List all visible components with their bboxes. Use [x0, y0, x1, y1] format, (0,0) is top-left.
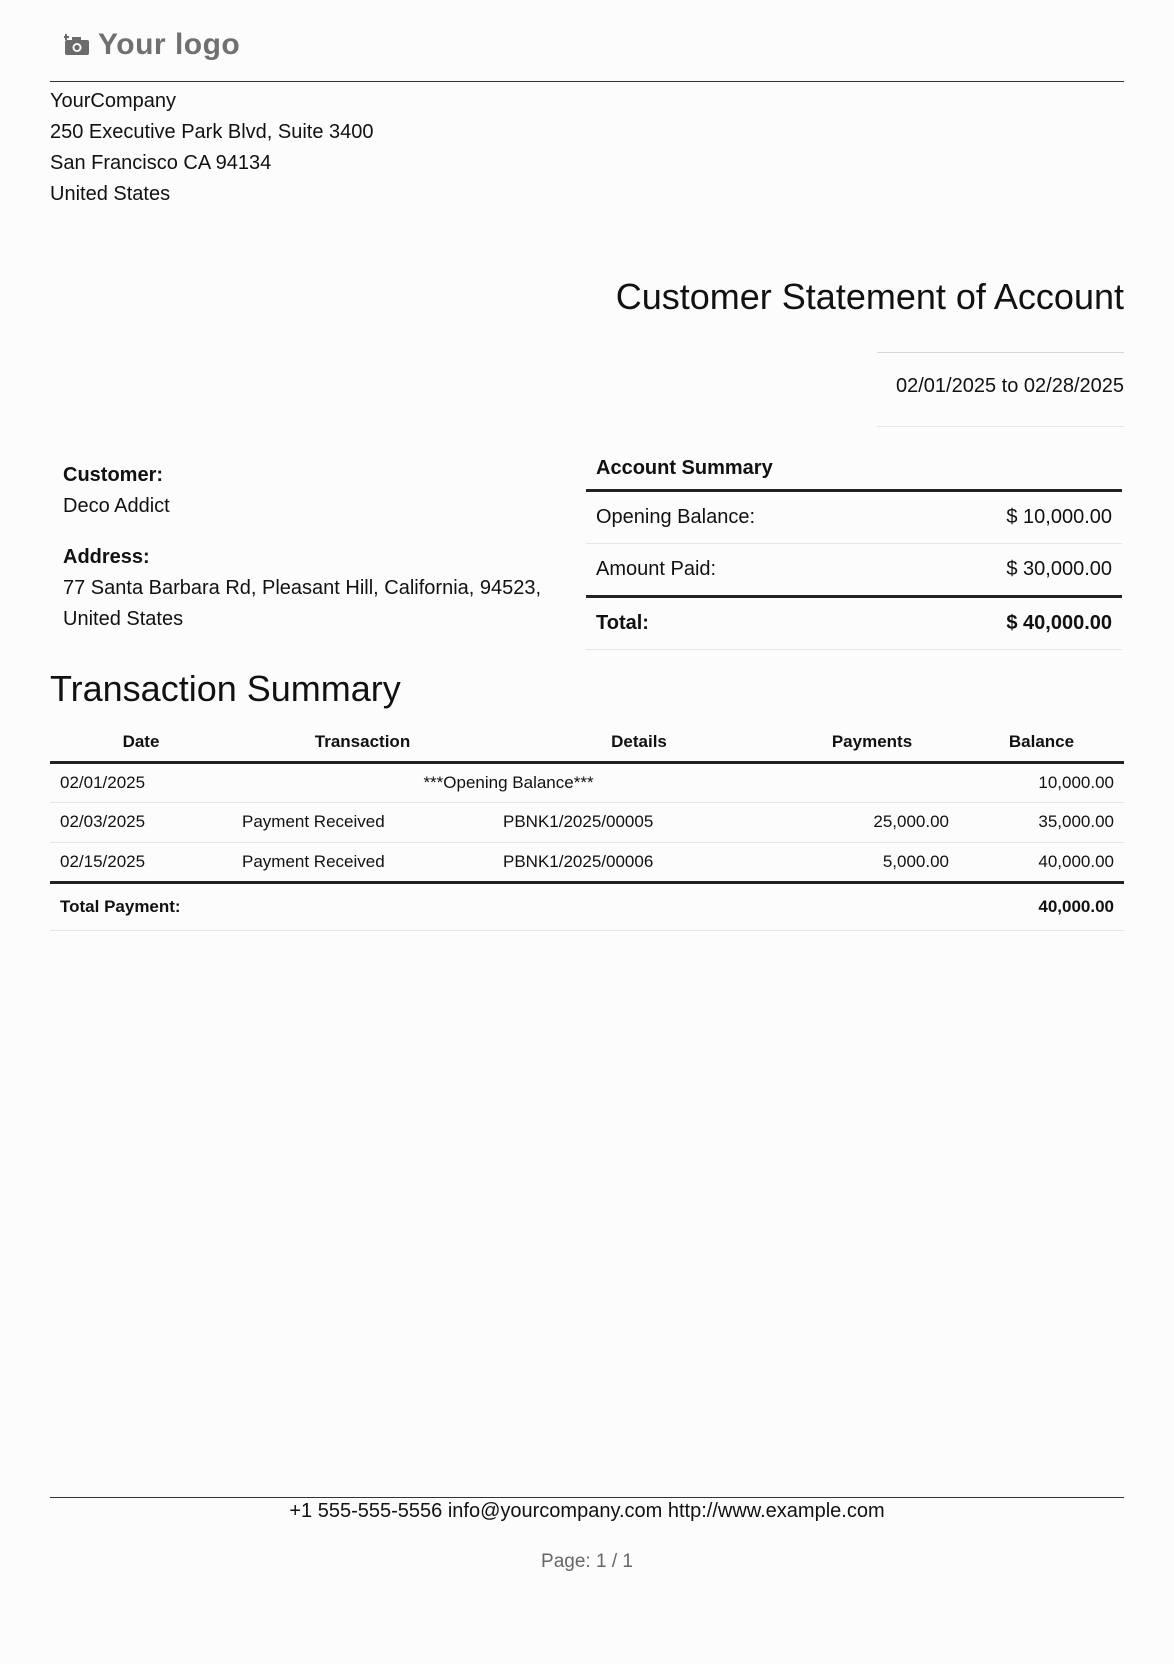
row-transaction: Payment Received	[232, 842, 493, 882]
account-summary-table	[586, 452, 1122, 650]
row-balance: 10,000.00	[959, 762, 1124, 802]
customer-label: Customer:	[63, 464, 164, 486]
statement-period: 02/01/2025 to 02/28/2025	[896, 375, 1124, 397]
logo-text: Your logo	[98, 28, 241, 61]
camera-icon	[64, 33, 90, 57]
column-header-balance: Balance	[959, 724, 1124, 762]
total-value: $ 40,000.00	[901, 596, 1122, 649]
company-logo	[64, 28, 240, 62]
account-summary-row	[586, 543, 1122, 596]
row-date: 02/15/2025	[50, 842, 232, 882]
row-payment	[785, 762, 959, 802]
account-summary-row	[586, 490, 1122, 543]
header-divider	[50, 81, 1124, 82]
customer-address-line2: United States	[63, 608, 184, 630]
page-number: Page: 1 / 1	[541, 1551, 633, 1572]
total-payment-value: 40,000.00	[959, 882, 1124, 930]
total-payment-row	[50, 882, 1124, 930]
column-header-details: Details	[493, 724, 785, 762]
transaction-table	[50, 724, 1124, 931]
column-header-payments: Payments	[785, 724, 959, 762]
row-payment: 5,000.00	[785, 842, 959, 882]
opening-balance-marker: ***Opening Balance***	[232, 762, 785, 802]
row-balance: 40,000.00	[959, 842, 1124, 882]
company-address-block	[50, 86, 374, 210]
opening-balance-value: $ 10,000.00	[901, 490, 1122, 543]
column-header-transaction: Transaction	[232, 724, 493, 762]
row-details: PBNK1/2025/00005	[493, 802, 785, 842]
customer-address-line1: 77 Santa Barbara Rd, Pleasant Hill, California, 94523,	[63, 577, 542, 599]
row-transaction: Payment Received	[232, 802, 493, 842]
account-summary-total-row	[586, 596, 1122, 649]
customer-name: Deco Addict	[63, 495, 170, 517]
amount-paid-value: $ 30,000.00	[901, 543, 1122, 596]
row-details: PBNK1/2025/00006	[493, 842, 785, 882]
company-country: United States	[50, 183, 171, 205]
statement-period-box	[877, 352, 1124, 427]
footer-contact: +1 555-555-5556 info@yourcompany.com http://www.example.com	[289, 1500, 885, 1522]
total-payment-label: Total Payment:	[50, 882, 959, 930]
company-address-line2: San Francisco CA 94134	[50, 152, 272, 174]
column-header-date: Date	[50, 724, 232, 762]
row-date: 02/01/2025	[50, 762, 232, 802]
opening-balance-label: Opening Balance:	[586, 490, 901, 543]
transaction-summary-title: Transaction Summary	[50, 668, 401, 709]
amount-paid-label: Amount Paid:	[586, 543, 901, 596]
table-row	[50, 842, 1124, 882]
table-row	[50, 762, 1124, 802]
customer-info	[63, 460, 541, 635]
table-row	[50, 802, 1124, 842]
row-date: 02/03/2025	[50, 802, 232, 842]
transaction-header-row	[50, 724, 1124, 762]
row-balance: 35,000.00	[959, 802, 1124, 842]
address-label: Address:	[63, 546, 150, 568]
account-summary-heading: Account Summary	[586, 452, 1122, 490]
row-payment: 25,000.00	[785, 802, 959, 842]
footer-divider	[50, 1497, 1124, 1498]
total-label: Total:	[586, 596, 901, 649]
company-name: YourCompany	[50, 90, 177, 112]
document-title: Customer Statement of Account	[615, 276, 1124, 317]
company-address-line1: 250 Executive Park Blvd, Suite 3400	[50, 121, 374, 143]
